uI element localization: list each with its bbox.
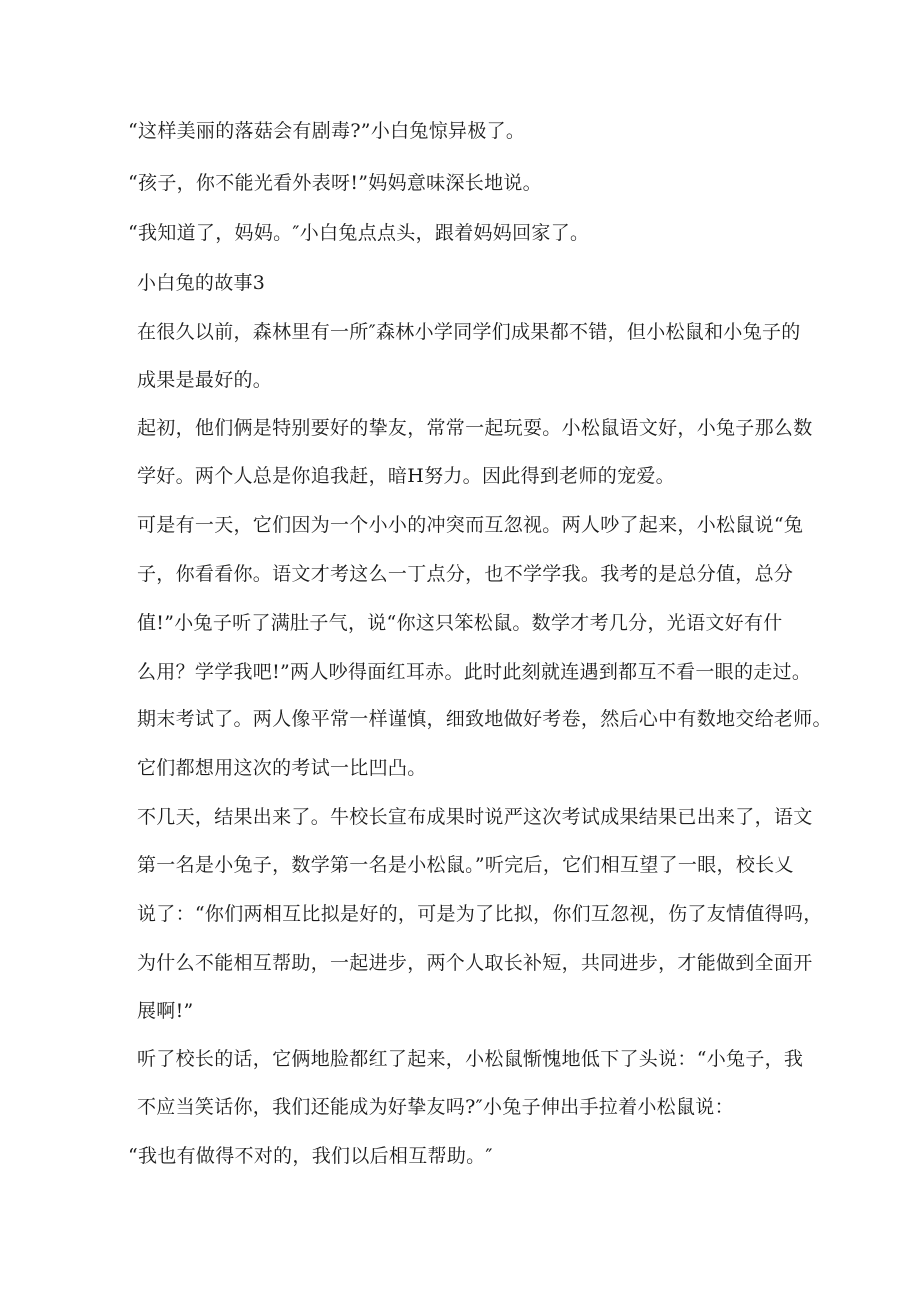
text-line: “我知道了，妈妈。″小白兔点点头，跟着妈妈回家了。: [128, 222, 590, 244]
text-line: 期末考试了。两人像平常一样谨慎，细致地做好考卷，然后心中有数地交给老师。: [137, 708, 832, 730]
text-line: 听了校长的话，它俩地脸都红了起来，小松鼠惭愧地低下了头说：“小兔子，我: [137, 1048, 804, 1070]
text-line: 为什么不能相互帮助，一起进步，两个人取长补短，共同进步，才能做到全面开: [137, 952, 813, 974]
text-line: 起初，他们俩是特别要好的挚友，常常一起玩耍。小松鼠语文好，小兔子那么数: [137, 417, 813, 439]
text-line: 值!”小兔子听了满肚子气，说“你这只笨松鼠。数学才考几分，光语文好有什: [137, 612, 783, 634]
text-line: 第一名是小兔子，数学第一名是小松鼠。”听完后，它们相互望了一眼，校长乂: [137, 854, 794, 876]
text-line: 么用？学学我吧!”两人吵得面红耳赤。此时此刻就连遇到都互不看一眼的走过。: [137, 661, 812, 683]
text-line: “孩子，你不能光看外表呀!”妈妈意味深长地说。: [128, 172, 542, 194]
text-line: 在很久以前，森林里有一所″森林小学同学们成果都不错，但小松鼠和小兔子的: [137, 321, 801, 343]
text-line: “我也有做得不对的，我们以后相互帮助。″: [128, 1145, 493, 1167]
text-line: 不应当笑话你，我们还能成为好挚友吗?″小兔子伸出手拉着小松鼠说：: [137, 1096, 734, 1118]
section-heading: 小白兔的故事3: [137, 272, 266, 294]
text-line: 可是有一天，它们因为一个小小的冲突而互忽视。两人吵了起来，小松鼠说“兔: [137, 514, 804, 536]
text-line: 学好。两个人总是你追我赶，暗H努力。因此得到老师的宠爱。: [137, 465, 675, 487]
text-line: 说了：“你们两相互比拟是好的，可是为了比拟，你们互忽视，伤了友情值得吗，: [137, 903, 823, 925]
text-line: “这样美丽的落菇会有剧毒?”小白兔惊异极了。: [128, 120, 526, 142]
text-line: 展啊!”: [137, 1000, 194, 1022]
text-line: 子，你看看你。语文才考这么一丁点分，也不学学我。我考的是总分值，总分: [137, 563, 794, 585]
text-line: 成果是最好的。: [137, 369, 273, 391]
text-line: 它们都想用这次的考试一比凹凸。: [137, 757, 427, 779]
text-line: 不几天，结果出来了。牛校长宣布成果时说严这次考试成果结果已出来了，语文: [137, 806, 813, 828]
